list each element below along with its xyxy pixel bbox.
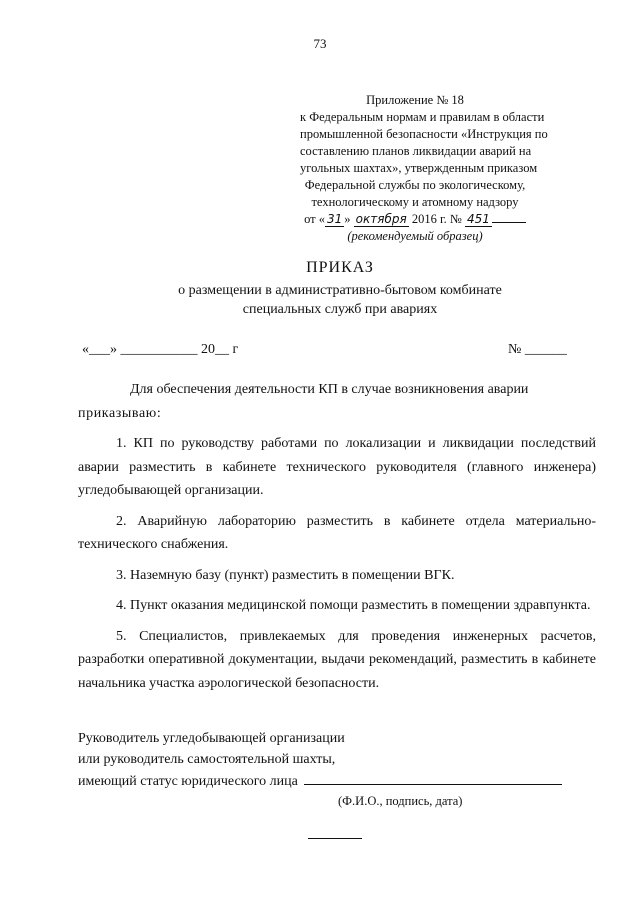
handwritten-day: 31 (327, 212, 343, 226)
order-item: 1. КП по руководству работами по локализации и ликвидации последствий аварии разместить в кабинете технического руководителя (главного инженера) угледобывающей организации. (78, 436, 596, 498)
appendix-line: к Федеральным нормам и правилам в области (300, 110, 545, 124)
subtitle-line: о размещении в административно-бытовом комбинате (178, 283, 502, 298)
appendix-date-prefix: от « (304, 212, 326, 226)
page-number: 73 (313, 36, 327, 51)
signature-line: имеющий статус юридического лица (78, 774, 298, 789)
intro-paragraph: Для обеспечения деятельности КП в случае возникновения аварии (130, 382, 529, 397)
appendix-line: угольных шахтах», утвержденным приказом (300, 161, 538, 175)
order-subtitle (0, 281, 640, 319)
number-field: № ______ (508, 342, 567, 357)
appendix-date-line (300, 211, 530, 228)
appendix-line: Федеральной службы по экологическому, (304, 178, 526, 192)
order-word: приказываю: (78, 405, 162, 421)
order-item: 4. Пункт оказания медицинской помощи разместить в помещении здравпункта. (116, 598, 591, 613)
handwritten-month: октября (355, 212, 407, 226)
order-item: 2. Аварийную лабораторию разместить в кабинете отдела материально-технического снабжения. (78, 513, 596, 552)
signature-block (78, 728, 598, 792)
date-field: «___» ___________ 20__ г (82, 342, 239, 357)
appendix-line: промышленной безопасности «Инструкция по (300, 127, 548, 141)
end-rule (308, 838, 362, 839)
signature-label: (Ф.И.О., подпись, дата) (338, 794, 463, 808)
appendix-title: Приложение № 18 (366, 93, 464, 107)
appendix-block (300, 92, 548, 245)
order-title: ПРИКАЗ (306, 259, 374, 276)
appendix-line: составлению планов ликвидации аварий на (300, 144, 532, 158)
order-item: 5. Специалистов, привлекаемых для проведения инженерных расчетов, разработки оперативной документации, выдачи рекомендаций, разместить в кабинете начальника участка аэрологической безопасности. (78, 628, 596, 691)
signature-line: Руководитель угледобывающей организации (78, 731, 345, 746)
signature-line: или руководитель самостоятельной шахты, (78, 752, 336, 767)
order-item: 3. Наземную базу (пункт) разместить в помещении ВГК. (116, 567, 455, 583)
handwritten-number: 451 (467, 212, 490, 226)
signature-line-with-blank (78, 770, 598, 792)
signature-blank (304, 770, 562, 785)
subtitle-line: специальных служб при авариях (242, 302, 438, 317)
appendix-note: (рекомендуемый образец) (347, 229, 483, 243)
appendix-year-text: 2016 г. № (408, 212, 465, 226)
appendix-line: технологическому и атомному надзору (311, 195, 519, 209)
order-body (78, 378, 596, 702)
appendix-date-mid: » (344, 212, 354, 226)
